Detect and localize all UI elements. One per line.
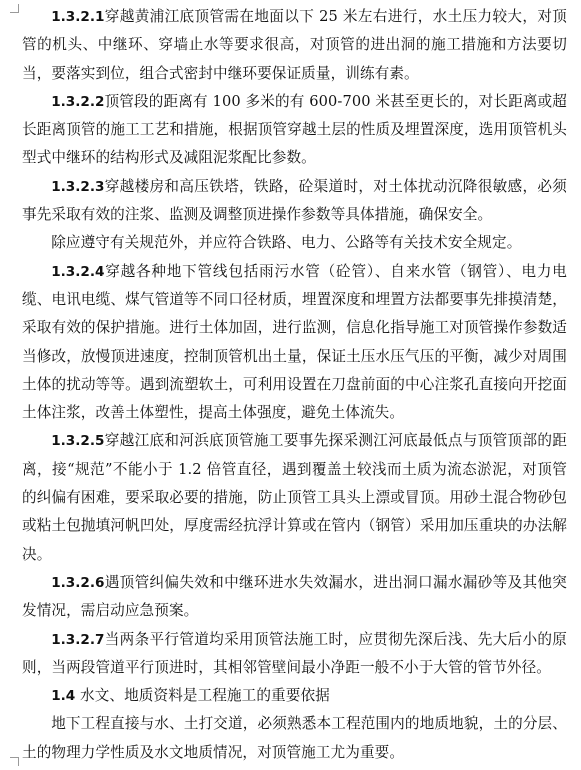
paragraph-note: [22, 229, 567, 257]
section-number: 1.3.2.2: [51, 93, 105, 110]
section-number: 1.3.2.5: [51, 433, 105, 450]
paragraph-1-3-2-4: [22, 258, 567, 428]
section-number: 1.3.2.1: [51, 9, 105, 25]
paragraph-text: 穿越楼房和高压铁塔，铁路，砼渠道时，对土体扰动沉降很敏感，必须事先采取有效的注浆、监测及调整顶进操作参数等具体措施，确保安全。: [22, 177, 567, 224]
margin-corner-bottom: [10, 757, 19, 766]
paragraph-text: 地下工程直接与水、土打交道，必须熟悉本工程范围内的地质地貌，土的分层、土的物理力学性质及水文地质情况，对顶管施工尤为重要。: [22, 715, 567, 761]
paragraph-text: 除应遵守有关规范外，并应符合铁路、电力、公路等有关技术安全规定。: [51, 234, 522, 252]
paragraph-1-3-2-2: [22, 88, 567, 173]
heading-text: 水文、地质资料是工程施工的重要依据: [80, 687, 330, 705]
paragraph-hydro-geology: [22, 710, 567, 767]
section-number: 1.4: [51, 688, 76, 705]
section-number: 1.3.2.4: [51, 263, 105, 280]
paragraph-text: 当两条平行管道均采用顶管法施工时，应贯彻先深后浅、先大后小的原则，当两段管道平行顶进时，其相邻管壁间最小净距一般不小于大管的管节外径。: [22, 630, 567, 676]
paragraph-1-3-2-7: [22, 626, 567, 683]
paragraph-1-3-2-6: [22, 569, 567, 626]
section-number: 1.3.2.3: [51, 178, 105, 195]
paragraph-text: 穿越黄浦江底顶管需在地面以下 25 米左右进行，水土压力较大，对顶管的机头、中继环、穿墙止水等要求很高，对顶管的进出洞的施工措施和方法要切当，要落实到位，组合式密封中继环要保证质量，训练有素。: [22, 8, 567, 82]
paragraph-text: 穿越各种地下管线包括雨污水管（砼管）、自来水管（钢管）、电力电缆、电讯电缆、煤气管道等不同口径材质，埋置深度和埋置方法都要事先排摸清楚，采取有效的保护措施。进行土体加固，进行监测，信息化指导施工对顶管操作参数适当修改，放慢顶进速度，控制顶管机出土量，保证土压水压气压的平衡，减少对周围土体的扰动等等。遇到流塑软土，可利用设置在刀盘前面的中心注浆孔直接向开挖面土体注浆，改善土体塑性，提高土体强度，避免土体流失。: [22, 262, 567, 422]
paragraph-text: 穿越江底和河浜底顶管施工要事先探采测江河底最低点与顶管顶部的距离，接“规范”不能小于 1.2 倍管直径，遇到覆盖土较浅而土质为流态淤泥，对顶管的纠偏有困难，要采取必要的措施，防止顶管工具头上漂或冒顶。用砂土混合物砂包或粘土包抛填河帆凹处，厚度需经抗浮计算或在管内（钢管）采用加压重块的办法解决。: [22, 432, 567, 563]
paragraph-1-3-2-5: [22, 427, 567, 568]
paragraph-text: 顶管段的距离有 100 多米的有 600-700 米甚至更长的，对长距离或超长距离顶管的施工工艺和措施，根据顶管穿越土层的性质及埋置深度，选用顶管机头型式中继环的结构形式及减阻泥浆配比参数。: [22, 92, 567, 167]
section-number: 1.3.2.7: [51, 631, 105, 648]
paragraph-text: 遇顶管纠偏失效和中继环进水失效漏水，进出洞口漏水漏砂等及其他突发情况，需启动应急预案。: [22, 573, 567, 620]
margin-corner-top: [10, 4, 19, 13]
paragraph-1-3-2-3: [22, 173, 567, 230]
section-number: 1.3.2.6: [51, 574, 105, 591]
paragraph-1-3-2-1: [22, 3, 567, 88]
section-heading-1-4: [22, 682, 567, 710]
